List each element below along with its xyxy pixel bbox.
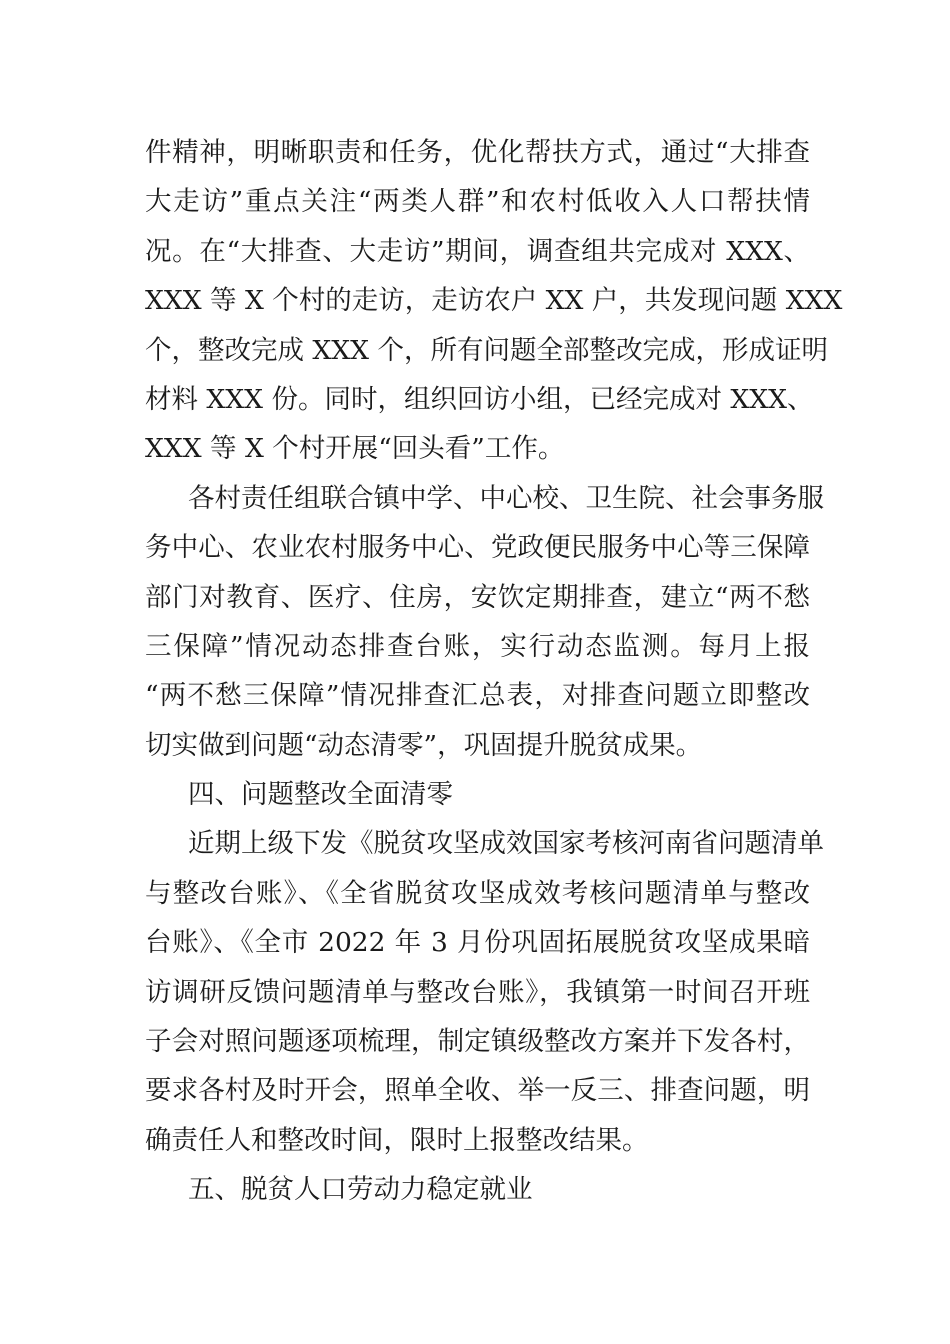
text-line: 切实做到问题“动态清零”，巩固提升脱贫成果。 xyxy=(145,729,703,761)
text-line: 近期上级下发《脱贫攻坚成效国家考核河南省问题清单 xyxy=(188,828,824,860)
heading-text: 五、脱贫人口劳动力稳定就业 xyxy=(188,1174,533,1206)
text-line: 况。在“大排查、大走访”期间，调查组共完成对 XXX、 xyxy=(145,235,810,267)
text-line: 材料 XXX 份。同时，组织回访小组，已经完成对 XXX、 xyxy=(145,383,814,415)
text-line: 要求各村及时开会，照单全收、举一反三、排查问题，明 xyxy=(145,1075,810,1107)
text-line: 各村责任组联合镇中学、中心校、卫生院、社会事务服 xyxy=(188,482,824,514)
text-line: 大走访”重点关注“两类人群”和农村低收入人口帮扶情 xyxy=(145,186,810,218)
text-line: 务中心、农业农村服务中心、党政便民服务中心等三保障 xyxy=(145,532,810,564)
text-line: “两不愁三保障”情况排查汇总表，对排查问题立即整改 xyxy=(145,680,810,712)
paragraph-3 xyxy=(145,819,824,1165)
text-line: 件精神，明晰职责和任务，优化帮扶方式，通过“大排查 xyxy=(145,137,810,168)
text-line: 三保障”情况动态排查台账，实行动态监测。每月上报 xyxy=(145,630,810,662)
text-line: 确责任人和整改时间，限时上报整改结果。 xyxy=(145,1124,649,1156)
text-line: 子会对照问题逐项梳理，制定镇级整改方案并下发各村， xyxy=(145,1026,810,1058)
paragraph-2 xyxy=(145,474,824,770)
text-line: XXX 等 X 个村的走访，走访农户 XX 户，共发现问题 XXX xyxy=(145,285,843,317)
text-line: XXX 等 X 个村开展“回头看”工作。 xyxy=(145,433,565,465)
text-line: 访调研反馈问题清单与整改台账》，我镇第一时间召开班 xyxy=(145,976,810,1008)
heading-text: 四、问题整改全面清零 xyxy=(188,779,453,811)
text-line: 部门对教育、医疗、住房，安饮定期排查，建立“两不愁 xyxy=(145,581,810,613)
text-line: 个，整改完成 XXX 个，所有问题全部整改完成，形成证明 xyxy=(145,334,828,366)
paragraph-1 xyxy=(145,128,843,474)
document-body xyxy=(145,128,843,1215)
text-line: 台账》、《全市 2022 年 3 月份巩固拓展脱贫攻坚成果暗 xyxy=(145,927,810,959)
section-heading-5 xyxy=(145,1165,810,1214)
section-heading-4 xyxy=(145,770,810,819)
text-line: 与整改台账》、《全省脱贫攻坚成效考核问题清单与整改 xyxy=(145,877,810,909)
